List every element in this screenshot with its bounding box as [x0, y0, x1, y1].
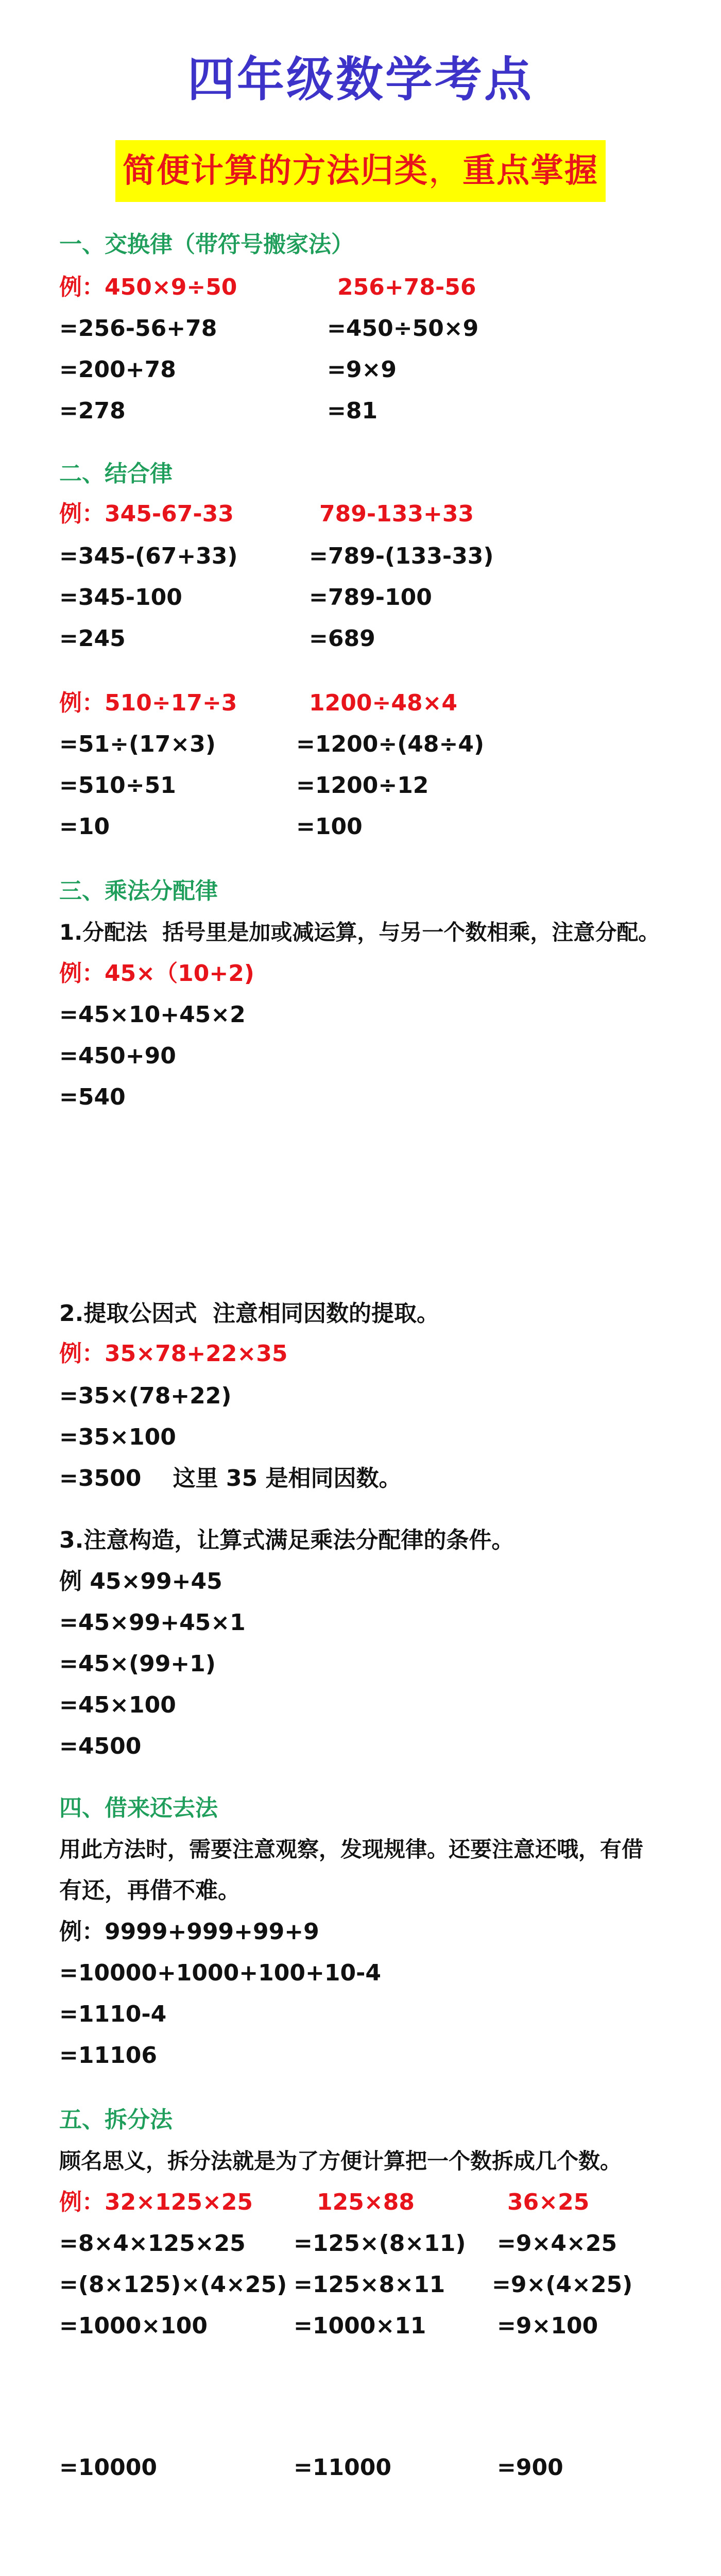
calc-line: =245 — [59, 625, 126, 652]
calc-line: =11000 — [294, 2454, 391, 2481]
calc-line: =689 — [309, 625, 375, 652]
calc-line: =51÷(17×3) — [59, 731, 216, 757]
subtitle-sep: ， — [428, 152, 462, 190]
calc-line: 例 45×99+45 — [59, 1568, 222, 1595]
calc-line: =278 — [59, 398, 126, 424]
calc-line: =10 — [59, 814, 110, 840]
calc-line: =1110-4 — [59, 2001, 167, 2027]
calc-line: =1200÷12 — [296, 772, 429, 799]
description: 用此方法时，需要注意观察，发现规律。还要注意还哦，有借 — [59, 1837, 644, 1862]
calc-line: =11106 — [59, 2042, 157, 2069]
example-line: 例：345-67-33 — [59, 501, 234, 527]
calc-line: =450÷50×9 — [327, 315, 479, 342]
calc-line: =45×10+45×2 — [59, 1002, 246, 1028]
example-line: 789-133+33 — [319, 501, 474, 527]
calc-line: =125×(8×11) — [294, 2230, 466, 2257]
section-heading: 一、交换律（带符号搬家法） — [59, 231, 354, 258]
calc-line: =35×(78+22) — [59, 1383, 232, 1409]
page-title: 四年级数学考点 — [187, 52, 534, 107]
section-heading: 三、乘法分配律 — [59, 878, 218, 904]
calc-line: =4500 — [59, 1733, 142, 1759]
calc-line: =9×(4×25) — [492, 2272, 633, 2298]
description: 有还，再借不难。 — [59, 1877, 241, 1904]
example-line: 例：32×125×25 — [59, 2189, 253, 2215]
subtitle-rest: 重点掌握 — [462, 152, 598, 190]
calc-line: =45×100 — [59, 1692, 176, 1718]
example-line: 例：510÷17÷3 — [59, 690, 237, 716]
calc-line: =1000×11 — [294, 2313, 426, 2339]
example-line: 例：35×78+22×35 — [59, 1341, 288, 1367]
calc-line: =10000 — [59, 2454, 157, 2481]
calc-line: =9×100 — [497, 2313, 598, 2339]
calc-line: =45×(99+1) — [59, 1651, 216, 1677]
calc-line: =510÷51 — [59, 772, 176, 799]
calc-line: =10000+1000+100+10-4 — [59, 1960, 381, 1986]
calc-line: =125×8×11 — [294, 2272, 445, 2298]
example-line: 1200÷48×4 — [309, 690, 458, 716]
subtitle-main: 简便计算的方法归类 — [123, 152, 428, 190]
example-line: 例：45×（10+2) — [59, 960, 254, 987]
calc-line: =8×4×125×25 — [59, 2230, 246, 2257]
section-heading: 二、结合律 — [59, 461, 173, 487]
calc-line: =200+78 — [59, 357, 176, 383]
calc-line: =900 — [497, 2454, 563, 2481]
example-line: 例：450×9÷50 — [59, 274, 237, 300]
method-title: 2.提取公因式 注意相同因数的提取。 — [59, 1300, 439, 1327]
description: 顾名思义，拆分法就是为了方便计算把一个数拆成几个数。 — [59, 2148, 622, 2174]
calc-line: =3500 这里 35 是相同因数。 — [59, 1465, 402, 1492]
calc-line: =81 — [327, 398, 378, 424]
subtitle — [115, 140, 606, 202]
example-line: 256+78-56 — [337, 274, 476, 300]
section-heading: 四、借来还去法 — [59, 1795, 218, 1821]
calc-line: =345-100 — [59, 584, 182, 611]
method-title: 1.分配法 括号里是加或减运算，与另一个数相乘，注意分配。 — [59, 920, 660, 945]
calc-line: =45×99+45×1 — [59, 1609, 246, 1636]
example-line: 36×25 — [507, 2189, 590, 2215]
calc-line: =540 — [59, 1084, 126, 1110]
method-title: 3.注意构造，让算式满足乘法分配律的条件。 — [59, 1527, 514, 1553]
calc-line: =1000×100 — [59, 2313, 208, 2339]
example-line: 125×88 — [317, 2189, 415, 2215]
calc-line: =100 — [296, 814, 363, 840]
calc-line: 例：9999+999+99+9 — [59, 1919, 319, 1945]
calc-line: =789-(133-33) — [309, 543, 494, 569]
calc-line: =450+90 — [59, 1043, 176, 1069]
calc-line: =1200÷(48÷4) — [296, 731, 485, 757]
subtitle-banner — [0, 140, 721, 202]
calc-line: =9×4×25 — [497, 2230, 617, 2257]
section-heading: 五、拆分法 — [59, 2107, 173, 2133]
calc-line: =345-(67+33) — [59, 543, 238, 569]
calc-line: =9×9 — [327, 357, 397, 383]
calc-line: =256-56+78 — [59, 315, 217, 342]
calc-line: =(8×125)×(4×25) — [59, 2272, 287, 2298]
calc-line: =35×100 — [59, 1424, 176, 1450]
calc-line: =789-100 — [309, 584, 432, 611]
